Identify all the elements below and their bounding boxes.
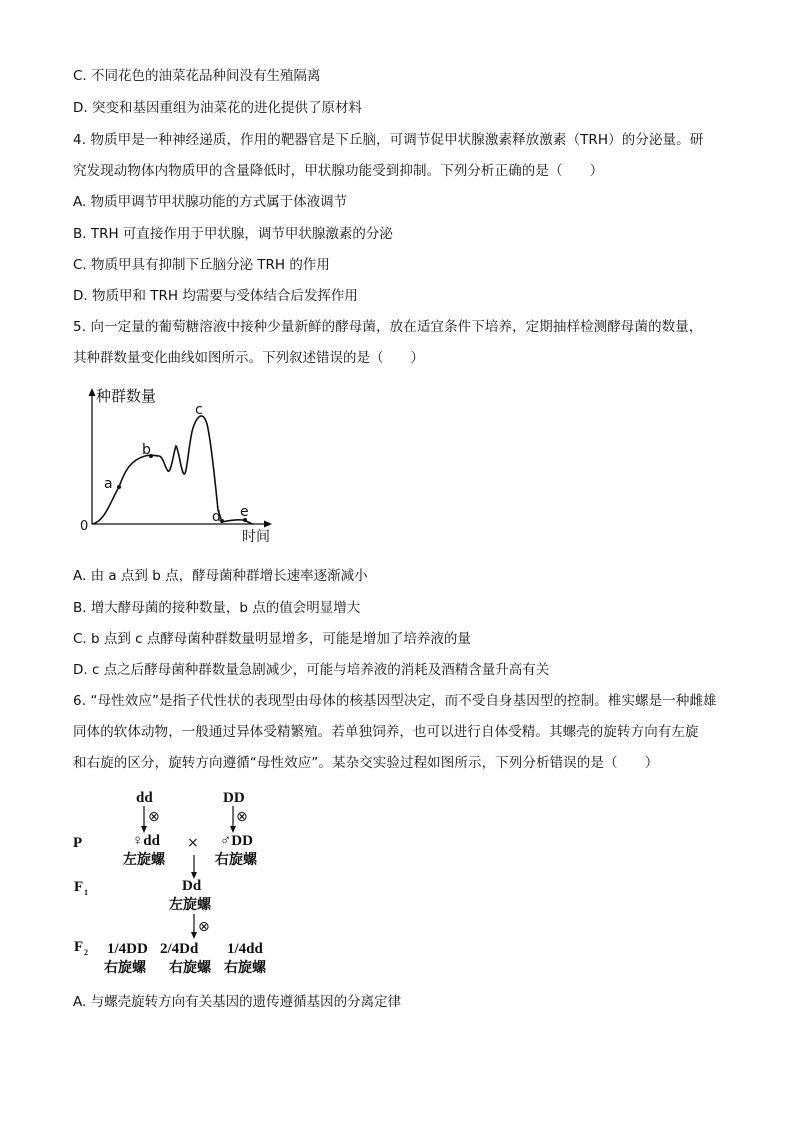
arrowhead-right-to-p xyxy=(230,826,236,833)
top-left-genotype: dd xyxy=(136,790,153,806)
question-5-stem-line-2: 其种群数量变化曲线如图所示。下列叙述错误的是（ ） xyxy=(73,350,424,366)
p-cross-symbol: × xyxy=(187,835,199,851)
p-male-phenotype: 右旋螺 xyxy=(215,852,257,868)
question-4-option-d: D. 物质甲和 TRH 均需要与受体结合后发挥作用 xyxy=(73,288,358,304)
point-a-dot xyxy=(117,485,121,489)
f2-phenotype-1: 右旋螺 xyxy=(104,960,146,976)
question-5-option-c: C. b 点到 c 点酵母菌种群数量明显增多，可能是增加了培养液的量 xyxy=(73,631,471,647)
arrowhead-left-to-p xyxy=(141,826,147,833)
point-c-label: c xyxy=(195,402,203,418)
question-6-stem-line-2: 同体的软体动物，一般通过异体受精繁殖。若单独饲养，也可以进行自体受精。其螺壳的旋转方向有左旋 xyxy=(73,724,699,740)
f2-phenotype-2: 右旋螺 xyxy=(169,960,211,976)
population-curve-figure xyxy=(75,380,285,550)
arrowhead-f1-to-f2 xyxy=(191,932,197,939)
question-4-option-b: B. TRH 可直接作用于甲状腺，调节甲状腺激素的分泌 xyxy=(73,226,393,242)
y-axis-label: 种群数量 xyxy=(96,387,157,405)
selfing-symbol-f1: ⊗ xyxy=(198,919,210,935)
question-4-option-a: A. 物质甲调节甲状腺功能的方式属于体液调节 xyxy=(73,194,348,210)
selfing-symbol-left: ⊗ xyxy=(148,809,160,825)
x-axis-arrow xyxy=(264,521,272,528)
point-e-label: e xyxy=(240,504,249,520)
question-5-option-b: B. 增大酵母菌的接种数量，b 点的值会明显增大 xyxy=(73,600,361,616)
p-male-genotype: ♂DD xyxy=(220,833,253,849)
question-5-option-d: D. c 点之后酵母菌种群数量急剧减少，可能与培养液的消耗及酒精含量升高有关 xyxy=(73,662,550,678)
f2-genotype-dd-dominant: 1/4DD xyxy=(107,941,148,957)
question-4-stem-line-1: 4. 物质甲是一种神经递质，作用的靶器官是下丘脑，可调节促甲状腺激素释放激素（TRH）的分泌量。研 xyxy=(73,132,704,148)
f1-phenotype: 左旋螺 xyxy=(169,897,211,913)
population-curve xyxy=(92,416,253,524)
genetic-cross-diagram xyxy=(70,784,300,984)
top-right-genotype: DD xyxy=(223,790,245,806)
selfing-symbol-right: ⊗ xyxy=(236,809,248,825)
generation-label-f2: F xyxy=(74,939,84,955)
generation-label-f2-subscript: 2 xyxy=(84,948,88,957)
f2-genotype-dd-recessive: 1/4dd xyxy=(227,941,263,957)
y-axis-arrow xyxy=(89,388,96,396)
point-b-label: b xyxy=(142,442,151,458)
generation-label-f1: F xyxy=(74,879,84,895)
f2-genotype-dd-hetero: 2/4Dd xyxy=(160,941,199,957)
p-female-genotype: ♀dd xyxy=(132,833,160,849)
p-female-phenotype: 左旋螺 xyxy=(123,852,165,868)
generation-label-p: P xyxy=(73,835,83,851)
question-5-option-a: A. 由 a 点到 b 点，酵母菌种群增长速率逐渐减小 xyxy=(73,568,368,584)
point-a-label: a xyxy=(104,476,113,492)
option-d-line: D. 突变和基因重组为油菜花的进化提供了原材料 xyxy=(73,100,362,116)
question-6-stem-line-3: 和右旋的区分，旋转方向遵循“母性效应”。某杂交实验过程如图所示，下列分析错误的是（ ） xyxy=(73,755,659,771)
question-5-stem-line-1: 5. 向一定量的葡萄糖溶液中接种少量新鲜的酵母菌，放在适宜条件下培养，定期抽样检测酵母菌的数量， xyxy=(73,319,703,335)
f2-phenotype-3: 右旋螺 xyxy=(224,960,266,976)
question-4-option-c: C. 物质甲具有抑制下丘脑分泌 TRH 的作用 xyxy=(73,257,330,273)
generation-label-f1-subscript: 1 xyxy=(84,888,88,897)
question-6-option-a: A. 与螺壳旋转方向有关基因的遗传遵循基因的分离定律 xyxy=(73,994,402,1010)
option-c-line: C. 不同花色的油菜花品种间没有生殖隔离 xyxy=(73,68,321,84)
point-d-label: d xyxy=(212,509,221,525)
origin-label: 0 xyxy=(80,519,89,534)
x-axis-label: 时间 xyxy=(242,529,270,545)
f1-genotype: Dd xyxy=(182,878,202,894)
question-4-stem-line-2: 究发现动物体内物质甲的含量降低时，甲状腺功能受到抑制。下列分析正确的是（ ） xyxy=(73,163,604,179)
question-6-stem-line-1: 6. “母性效应”是指子代性状的表现型由母体的核基因型决定，而不受自身基因型的控制。椎实螺是一种雌雄 xyxy=(73,693,717,709)
